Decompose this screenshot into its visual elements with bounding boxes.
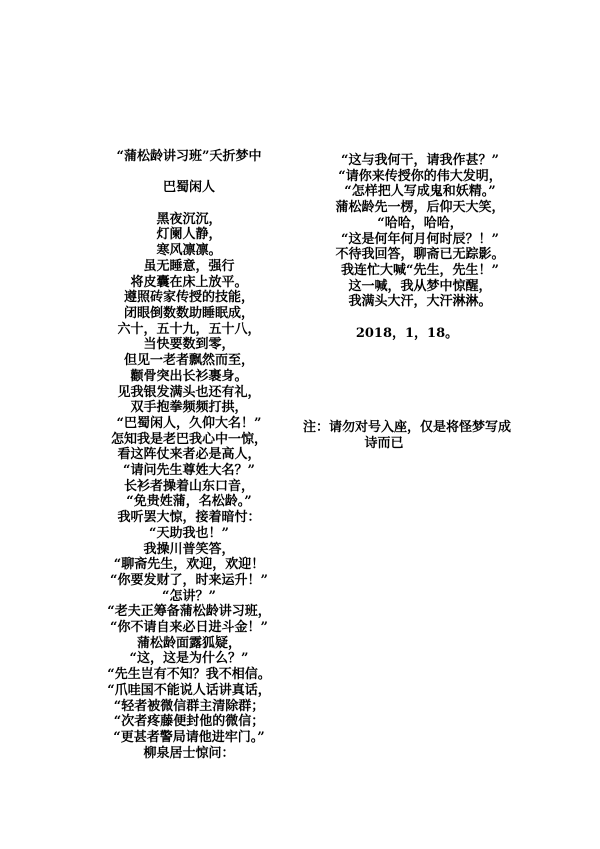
poem-line: 遵照砖家传授的技能， xyxy=(123,290,254,306)
poem-line: “聊斋先生，欢迎，欢迎！ xyxy=(113,557,265,573)
poem-line: 怎知我是老巴我心中一惊， xyxy=(110,431,267,447)
poem-line: 不待我回答，聊斋已无踪影。 xyxy=(335,247,505,263)
poem-line: “这是何年何月何时辰？！” xyxy=(341,231,499,247)
poem-line: 灯阑人静， xyxy=(156,227,222,243)
poem-line: “你不请自来必日进斗金！” xyxy=(110,620,268,636)
poem-line: 蒲松龄先一楞，后仰天大笑， xyxy=(335,200,505,216)
poem-line: 虽无睡意，强行 xyxy=(143,258,235,274)
poem-line: 我操川普笑答， xyxy=(143,541,235,557)
poem-line: 颧骨突出长衫裹身。 xyxy=(130,368,248,384)
poem-line: “哈哈，哈哈， xyxy=(377,215,463,231)
poem-line: 柳泉居士惊问： xyxy=(143,745,235,761)
poem-line: 当快要数到零， xyxy=(143,337,235,353)
poem-line: “你要发财了，时来运升！” xyxy=(110,572,268,588)
poem-line: 六十，五十九，五十八， xyxy=(117,321,261,337)
poem-line: 我满头大汗，大汗淋淋。 xyxy=(348,294,492,310)
poem-line: “次者疼藤便封他的微信； xyxy=(113,714,265,730)
poem-line: “更甚者警局请他进牢门。” xyxy=(113,729,265,745)
poem-line: 闭眼倒数数助睡眠成， xyxy=(123,306,254,321)
poem-line: 将皮囊在床上放平。 xyxy=(130,274,248,290)
poem-line: “免贵姓蒲，名松龄。” xyxy=(126,494,252,510)
poem-line: 见我银发满头也还有礼， xyxy=(117,384,261,400)
poem-date: 2018，1，18。 xyxy=(355,325,459,341)
poem-line: 看这阵仗来者必是高人， xyxy=(117,447,261,463)
poem-line: “天助我也！” xyxy=(149,525,229,541)
poem-line: “巴蜀闲人，久仰大名！” xyxy=(116,415,262,431)
poem-line: 这一喊，我从梦中惊醒， xyxy=(348,278,492,294)
spacer xyxy=(69,165,309,181)
spacer xyxy=(69,196,309,212)
poem-line: 寒风凛凛。 xyxy=(156,243,222,259)
poem-line: 蒲松龄面露狐疑， xyxy=(136,635,241,651)
poem-line: “这，这是为什么？” xyxy=(129,651,249,667)
poem-line: “爪哇国不能说人话讲真话， xyxy=(107,682,271,698)
poem-author: 巴蜀闲人 xyxy=(162,180,215,196)
poem-line: 双手抱拳频频打拱， xyxy=(130,400,248,416)
poem-lines-right xyxy=(305,153,535,310)
poem-right-column xyxy=(302,153,535,451)
poem-line: 黑夜沉沉， xyxy=(156,211,222,227)
poem-lines-left xyxy=(69,212,309,762)
poem-note xyxy=(302,419,535,451)
spacer xyxy=(305,341,535,420)
poem-note-line: 诗而已 xyxy=(364,435,404,451)
poem-line: “这与我何干，请我作甚？” xyxy=(341,153,499,168)
poem-line: 我听罢大惊，接着暗忖： xyxy=(117,510,261,526)
poem-line: “怎样把人写成鬼和妖精。” xyxy=(344,184,496,200)
poem-left-column xyxy=(69,149,309,761)
poem-title: “蒲松龄讲习班”夭折梦中 xyxy=(116,149,262,164)
poem-line: “轻者被微信群主清除群； xyxy=(113,698,265,714)
spacer xyxy=(305,310,535,326)
poem-line: “先生岂有不知？我不相信。 xyxy=(107,667,271,683)
poem-line: “请你来传授你的伟大发明， xyxy=(338,168,502,184)
poem-note-line: 注：请勿对号入座，仅是将怪梦写成 xyxy=(302,419,511,435)
poem-line: “请问先生尊姓大名？” xyxy=(123,463,255,479)
poem-line: “老夫正筹备蒲松龄讲习班， xyxy=(107,604,271,620)
poem-line: “怎讲？” xyxy=(162,588,216,604)
poem-line: 长衫者操着山东口音， xyxy=(123,478,254,494)
poem-line: 但见一老者飘然而至， xyxy=(123,353,254,369)
poem-line: 我连忙大喊“先生，先生！” xyxy=(341,262,499,278)
